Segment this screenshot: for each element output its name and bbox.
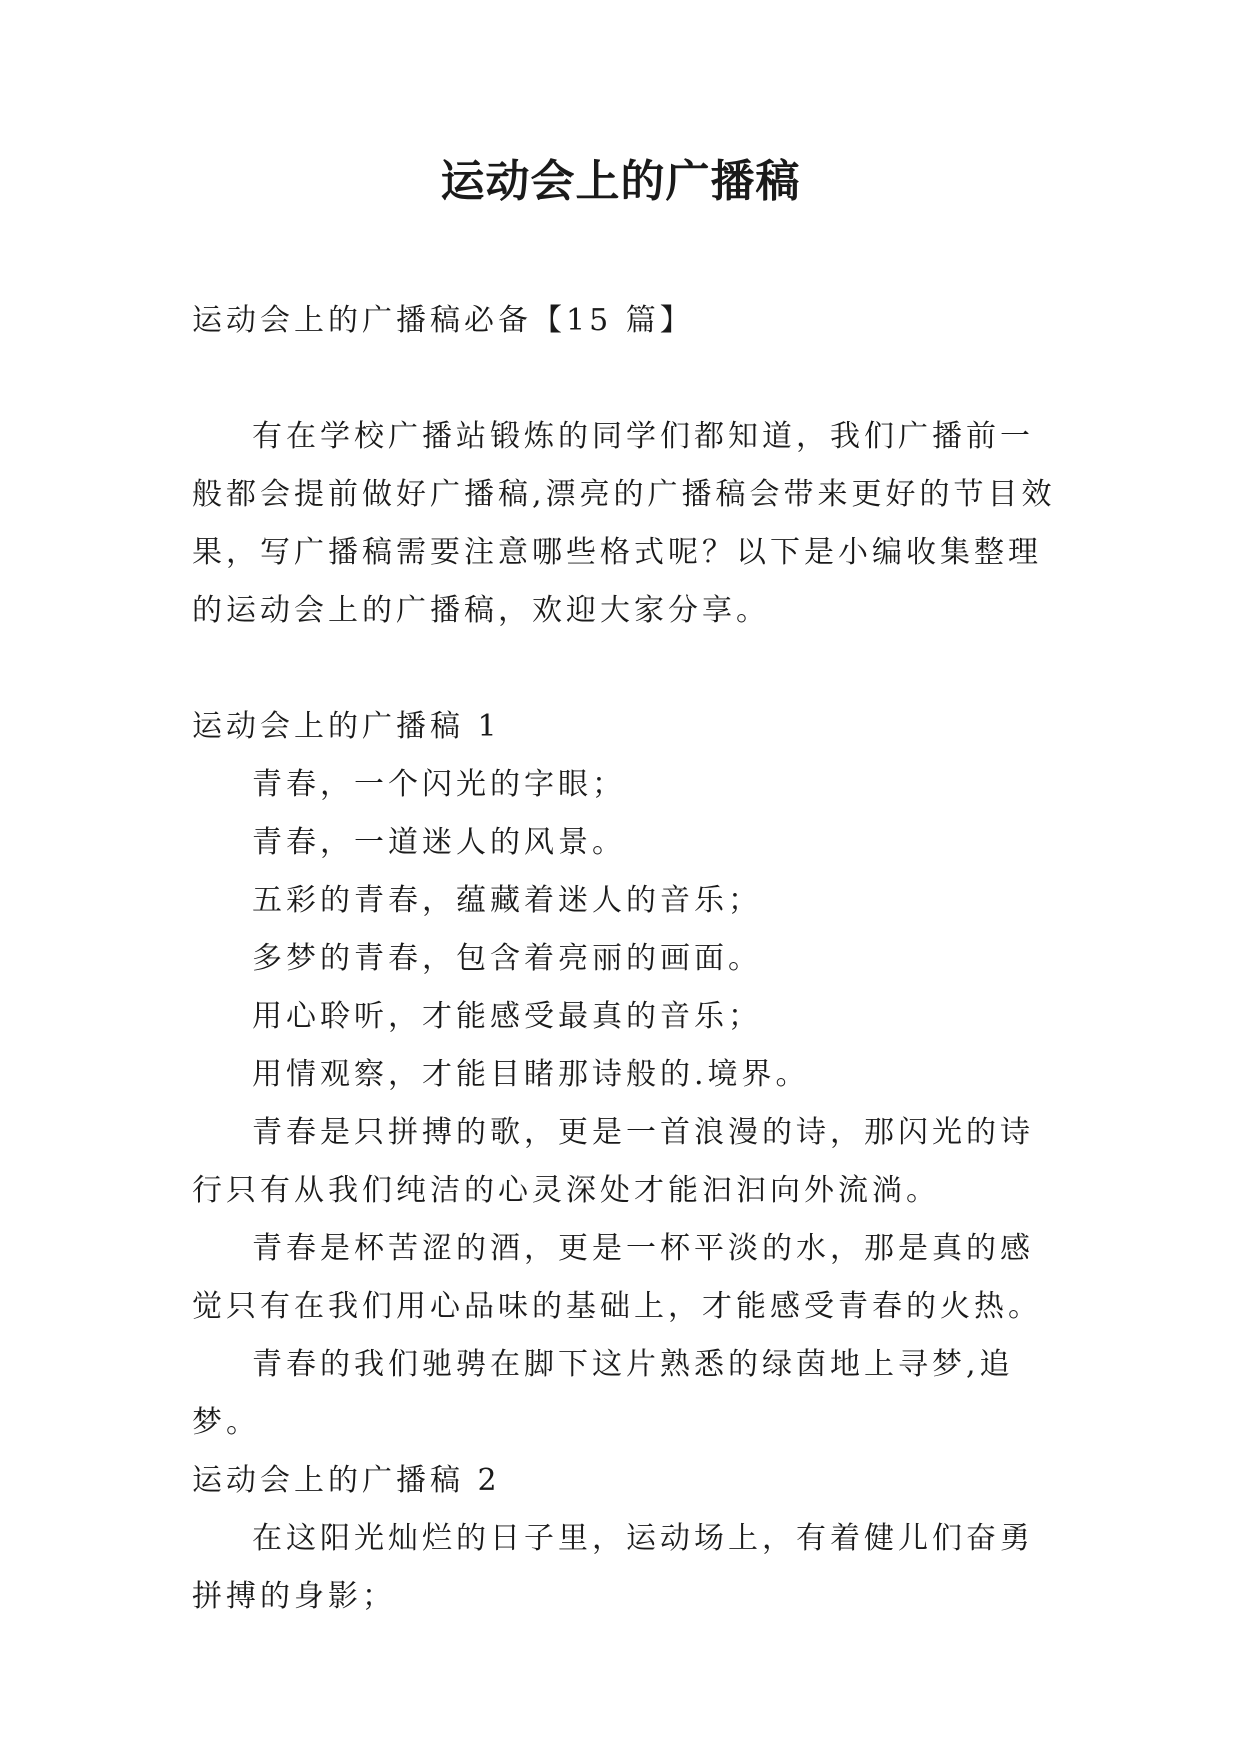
- poem-line: 用情观察，才能目睹那诗般的.境界。: [252, 1057, 810, 1092]
- document-title: 运动会上的广播稿: [440, 156, 801, 207]
- body-paragraph: 青春是杯苦涩的酒，更是一杯平淡的水，那是真的感觉只有在我们用心品味的基础上，才能感受青春的火热。: [192, 1231, 1042, 1324]
- section-heading-1: 运动会上的广播稿 1: [192, 709, 501, 744]
- body-paragraph: 青春是只拼搏的歌，更是一首浪漫的诗，那闪光的诗行只有从我们纯洁的心灵深处才能汩汩向外流淌。: [192, 1115, 1034, 1208]
- poem-line: 青春，一个闪光的字眼；: [252, 767, 626, 802]
- document-body: [192, 292, 1062, 1626]
- body-paragraph: 在这阳光灿烂的日子里，运动场上，有着健儿们奋勇拼搏的身影；: [192, 1521, 1034, 1614]
- poem-line: 青春，一道迷人的风景。: [252, 825, 626, 860]
- poem-line: 五彩的青春，蕴藏着迷人的音乐；: [252, 883, 762, 918]
- poem-line: 多梦的青春，包含着亮丽的画面。: [252, 941, 762, 976]
- document-subtitle: 运动会上的广播稿必备【15 篇】: [192, 303, 694, 338]
- intro-paragraph: 有在学校广播站锻炼的同学们都知道，我们广播前一般都会提前做好广播稿,漂亮的广播稿会带来更好的节目效果，写广播稿需要注意哪些格式呢？以下是小编收集整理的运动会上的广播稿，欢迎大家分享。: [192, 419, 1056, 628]
- poem-line: 用心聆听，才能感受最真的音乐；: [252, 999, 762, 1034]
- body-paragraph: 青春的我们驰骋在脚下这片熟悉的绿茵地上寻梦,追梦。: [192, 1347, 1014, 1440]
- section-heading-2: 运动会上的广播稿 2: [192, 1463, 501, 1498]
